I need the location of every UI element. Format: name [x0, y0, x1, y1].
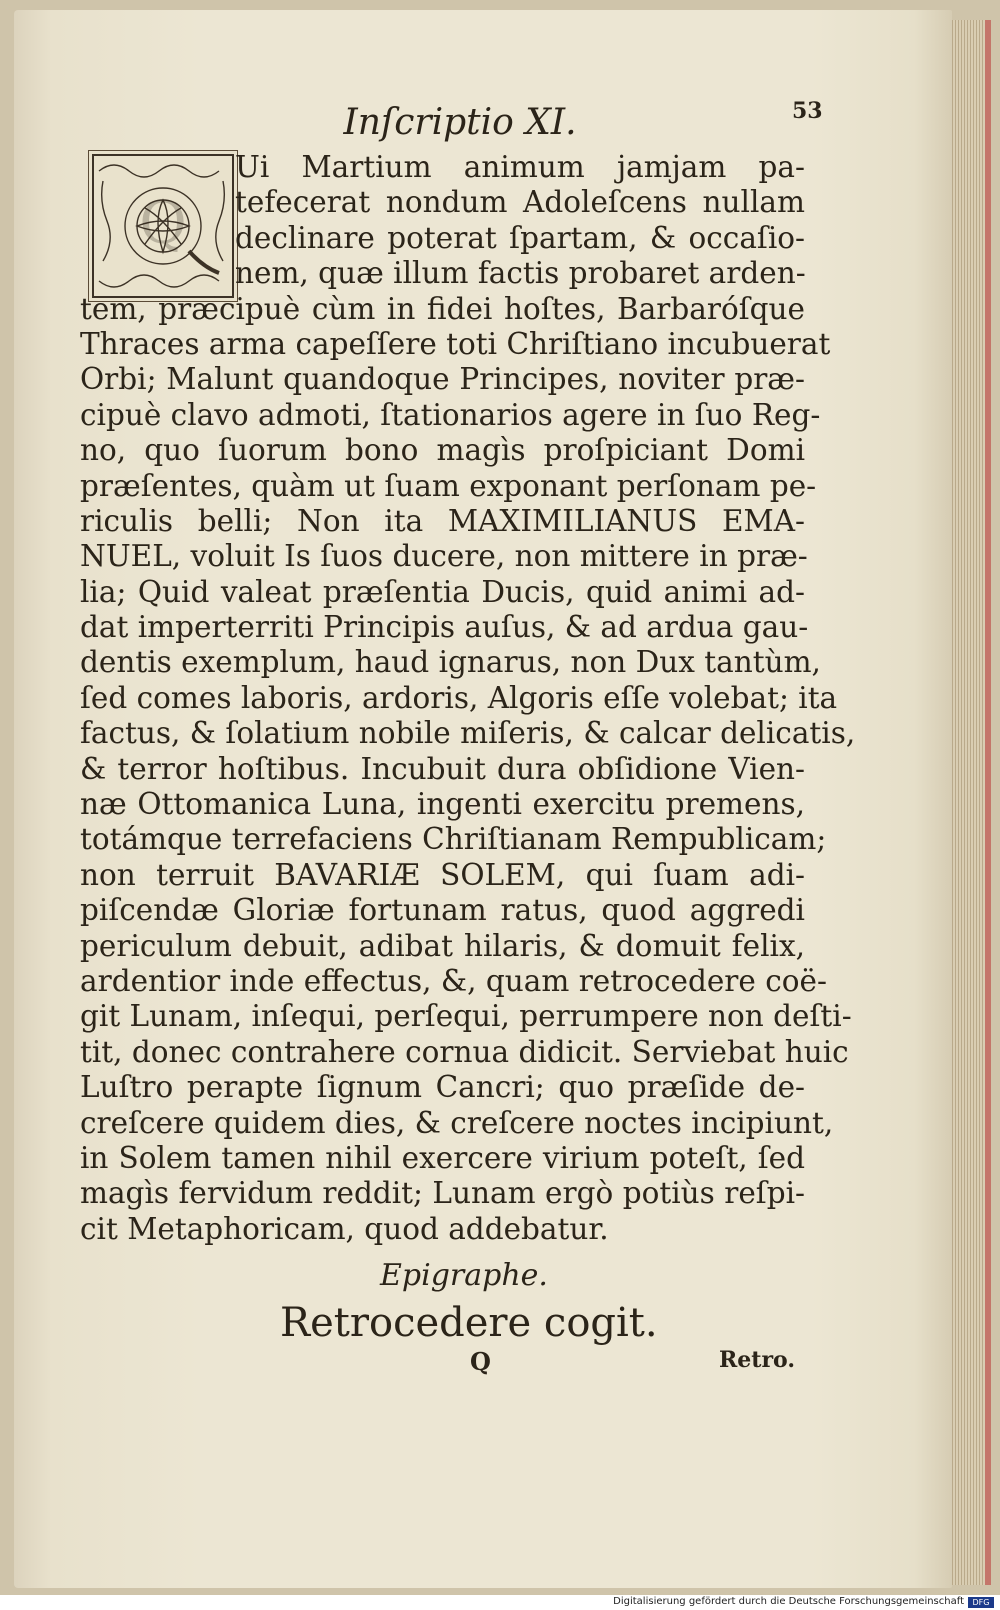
text-line: periculum debuit, adibat hilaris, & domuit felix,	[80, 928, 805, 963]
footer-credit: Digitalisierung gefördert durch die Deutsche Forschungsgemeinschaft	[613, 1596, 964, 1607]
text-line: præſentes, quàm ut ſuam exponant perſonam pe-	[80, 468, 817, 503]
text-line: tem, præcipuè cùm in fidei hoſtes, Barbaróſque	[80, 291, 805, 326]
catchword: Retro.	[719, 1347, 795, 1373]
epigraph-label: Epigraphe.	[380, 1258, 548, 1293]
page-edges	[950, 20, 991, 1585]
motto: Retrocedere cogit.	[280, 1300, 658, 1346]
dfg-logo: DFG	[968, 1597, 994, 1608]
text-line: lia; Quid valeat præſentia Ducis, quid animi ad-	[80, 574, 805, 609]
text-line: riculis belli; Non ita MAXIMILIANUS EMA-	[80, 503, 805, 538]
text-line: Luſtro perapte ſignum Cancri; quo præſide de-	[80, 1070, 805, 1105]
running-head: Inſcriptio XI.	[343, 102, 577, 143]
text-line: cipuè clavo admoti, ſtationarios agere in ſuo Reg-	[80, 397, 821, 432]
text-line: totámque terrefaciens Chriſtianam Rempublicam;	[80, 822, 827, 857]
page-number: 53	[792, 98, 823, 124]
body-text	[80, 150, 856, 1247]
text-line: næ Ottomanica Luna, ingenti exercitu premens,	[80, 787, 805, 822]
text-line: Orbi; Malunt quandoque Principes, noviter præ-	[80, 362, 805, 397]
text-line: dat imperterriti Principis auſus, & ad ardua gau-	[80, 610, 809, 645]
text-line: cit Metaphoricam, quod addebatur.	[80, 1211, 609, 1246]
text-line: nem, quæ illum factis probaret arden-	[235, 256, 806, 291]
text-line: dentis exemplum, haud ignarus, non Dux tantùm,	[80, 645, 821, 680]
text-line: no, quo ſuorum bono magìs proſpiciant Domi	[80, 433, 805, 468]
text-line: creſcere quidem dies, & creſcere noctes incipiunt,	[80, 1105, 834, 1140]
footer-bar	[0, 1596, 1000, 1610]
text-line: ſed comes laboris, ardoris, Algoris eſſe volebat; ita	[80, 680, 838, 715]
text-line: Thraces arma capeſſere toti Chriſtiano incubuerat	[80, 326, 831, 361]
text-line: tit, donec contrahere cornua didicit. Serviebat huic	[80, 1034, 849, 1069]
svg-text:Q: Q	[139, 189, 187, 257]
text-line: piſcendæ Gloriæ fortunam ratus, quod aggredi	[80, 893, 805, 928]
signature-mark: Q	[470, 1347, 491, 1376]
text-line: ardentior inde effectus, &, quam retrocedere coë-	[80, 963, 827, 998]
text-line: & terror hoſtibus. Incubuit dura obſidione Vien-	[80, 751, 805, 786]
text-line: tefecerat nondum Adoleſcens nullam	[235, 185, 805, 220]
text-line: declinare poterat ſpartam, & occaſio-	[235, 220, 805, 255]
text-line: git Lunam, inſequi, perſequi, perrumpere non deſti-	[80, 999, 852, 1034]
text-line: non terruit BAVARIÆ SOLEM, qui ſuam adi-	[80, 857, 805, 892]
text-line: magìs fervidum reddit; Lunam ergò potiùs reſpi-	[80, 1176, 805, 1211]
text-line: in Solem tamen nihil exercere virium poteſt, ſed	[80, 1140, 805, 1175]
text-line: NUEL, voluit Is ſuos ducere, non mittere in præ-	[80, 539, 808, 574]
text-line: factus, & ſolatium nobile miſeris, & calcar delicatis,	[80, 716, 856, 751]
text-line: Ui Martium animum jamjam pa-	[235, 150, 805, 184]
